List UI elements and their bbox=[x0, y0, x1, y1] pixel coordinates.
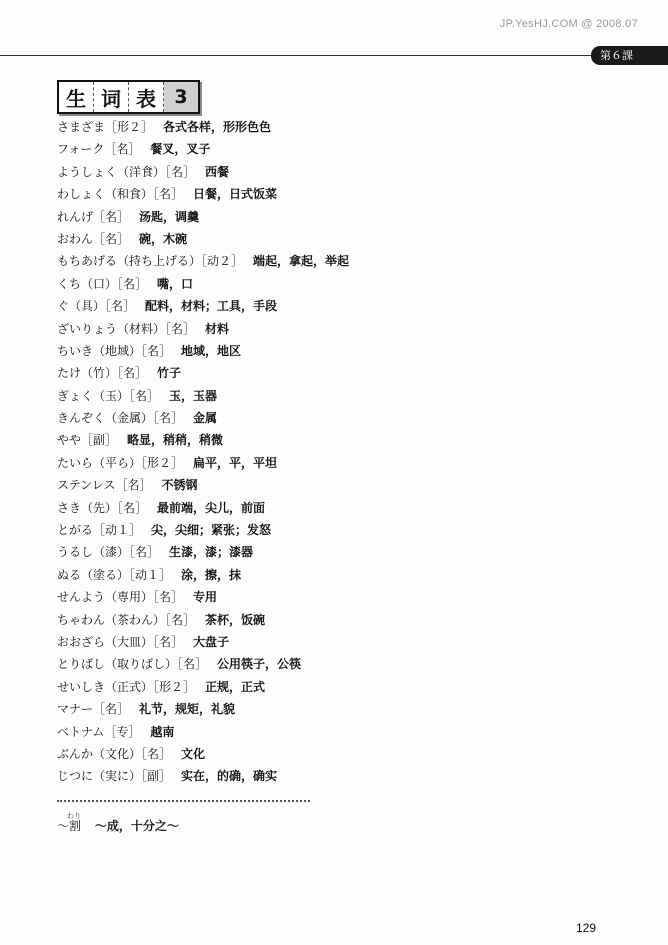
vocab-item bbox=[57, 295, 349, 317]
vocab-item bbox=[57, 452, 349, 474]
vocab-item bbox=[57, 698, 349, 720]
vocab-meaning: 配料，材料；工具，手段 bbox=[145, 299, 278, 314]
vocab-word: せいしき（正式）［形２］ bbox=[57, 679, 196, 694]
vocab-meaning: 各式各样，形形色色 bbox=[163, 120, 272, 134]
vocab-word: さまざま［形２］ bbox=[57, 120, 154, 134]
vocab-item bbox=[57, 161, 349, 183]
vocab-word: ちいき（地域）［名］ bbox=[57, 343, 172, 358]
vocab-word: れんげ［名］ bbox=[57, 209, 130, 224]
title-char: 生 bbox=[59, 82, 94, 112]
title-char: 词 bbox=[94, 82, 129, 112]
vocab-word: おわん［名］ bbox=[57, 231, 130, 246]
vocab-meaning: 文化 bbox=[181, 746, 206, 761]
vocab-word: ぶんか（文化）［名］ bbox=[57, 746, 172, 761]
vocab-meaning: 生漆，漆；漆器 bbox=[169, 545, 254, 560]
vocab-word: とりばし（取りばし）［名］ bbox=[57, 657, 208, 672]
vocab-word: わしょく（和食）［名］ bbox=[57, 187, 184, 202]
vocab-word: とがる［动１］ bbox=[57, 523, 142, 538]
vocab-item bbox=[57, 474, 349, 496]
extra-word bbox=[57, 812, 82, 834]
vocab-meaning: 越南 bbox=[150, 724, 175, 739]
vocab-item bbox=[57, 541, 349, 563]
vocab-item bbox=[57, 362, 349, 384]
vocab-word: フォーク［名］ bbox=[57, 142, 141, 157]
vocab-meaning: 涂，擦，抹 bbox=[181, 567, 242, 582]
vocab-word: うるし（漆）［名］ bbox=[57, 545, 160, 560]
extra-meaning: ～成，十分之～ bbox=[94, 819, 179, 833]
vocab-word: もちあげる（持ち上げる）［动２］ bbox=[57, 254, 244, 269]
vocab-word: おおざら（大皿）［名］ bbox=[57, 634, 184, 649]
vocab-meaning: 最前端，尖儿，前面 bbox=[157, 500, 266, 515]
vocab-item bbox=[57, 273, 349, 295]
vocab-item bbox=[57, 340, 349, 362]
vocab-item bbox=[57, 407, 349, 429]
vocab-meaning: 尖，尖细；紧张；发怒 bbox=[151, 523, 272, 538]
vocab-item bbox=[57, 609, 349, 631]
vocab-item bbox=[57, 183, 349, 205]
vocab-item bbox=[57, 385, 349, 407]
vocab-item bbox=[57, 116, 349, 138]
vocab-item bbox=[57, 250, 349, 272]
extra-vocab-entry bbox=[57, 812, 179, 834]
vocab-item bbox=[57, 676, 349, 698]
vocab-word: きんぞく（金属）［名］ bbox=[57, 411, 184, 426]
watermark-text: JP.YesHJ.COM @ 2008.07 bbox=[499, 18, 638, 30]
title-char: 表 bbox=[129, 82, 164, 112]
vocab-word: ステンレス［名］ bbox=[57, 478, 152, 493]
vocab-meaning: 扁平，平，平坦 bbox=[193, 455, 278, 470]
vocab-meaning: 日餐，日式饭菜 bbox=[193, 187, 278, 202]
vocab-meaning: 实在，的确，确实 bbox=[181, 769, 278, 784]
vocab-meaning: 玉，玉器 bbox=[169, 388, 218, 403]
vocab-item bbox=[57, 721, 349, 743]
vocab-meaning: 不锈钢 bbox=[161, 478, 198, 493]
vocab-item bbox=[57, 743, 349, 765]
vocab-item bbox=[57, 206, 349, 228]
vocab-list-title bbox=[57, 80, 200, 114]
vocab-meaning: 略显，稍稍，稍微 bbox=[127, 433, 224, 448]
vocab-word: ざいりょう（材料）［名］ bbox=[57, 321, 196, 336]
vocab-meaning: 嘴，口 bbox=[157, 276, 194, 291]
vocab-item bbox=[57, 228, 349, 250]
vocab-word: ようしょく（洋食）［名］ bbox=[57, 164, 196, 179]
vocab-word: たいら（平ら）［形２］ bbox=[57, 455, 184, 470]
vocab-item bbox=[57, 765, 349, 787]
vocab-word: じつに（実に）［副］ bbox=[57, 769, 172, 784]
vocab-item bbox=[57, 586, 349, 608]
vocab-meaning: 材料 bbox=[205, 321, 230, 336]
vocab-meaning: 大盘子 bbox=[193, 634, 230, 649]
vocab-item bbox=[57, 564, 349, 586]
vocab-meaning: 竹子 bbox=[157, 366, 182, 381]
vocab-word: さき（先）［名］ bbox=[57, 500, 148, 515]
dotted-separator bbox=[57, 800, 310, 802]
vocab-meaning: 餐叉，叉子 bbox=[150, 142, 211, 157]
vocab-item bbox=[57, 138, 349, 160]
extra-ruby: わり bbox=[67, 812, 81, 820]
vocab-meaning: 西餐 bbox=[205, 164, 230, 179]
vocab-meaning: 正规，正式 bbox=[205, 679, 266, 694]
header-rule bbox=[0, 55, 600, 56]
vocab-item bbox=[57, 653, 349, 675]
vocab-meaning: 公用筷子，公筷 bbox=[217, 657, 302, 672]
vocab-word: マナー［名］ bbox=[57, 702, 130, 717]
vocab-meaning: 端起，拿起，举起 bbox=[253, 254, 350, 269]
vocab-word: ぐ（具）［名］ bbox=[57, 299, 136, 314]
vocab-word: せんよう（専用）［名］ bbox=[57, 590, 184, 605]
vocab-word: ベトナム［专］ bbox=[57, 724, 141, 739]
vocab-list bbox=[57, 116, 349, 788]
vocab-meaning: 汤匙，调羹 bbox=[139, 209, 200, 224]
vocab-item bbox=[57, 497, 349, 519]
title-number: 3 bbox=[164, 82, 198, 112]
extra-word-text: ～割 bbox=[57, 819, 82, 833]
vocab-word: くち（口）［名］ bbox=[57, 276, 148, 291]
vocab-word: やや［副］ bbox=[57, 433, 118, 448]
vocab-word: ぬる（塗る）［动１］ bbox=[57, 567, 172, 582]
vocab-meaning: 礼节，规矩，礼貌 bbox=[139, 702, 236, 717]
vocab-word: ぎょく（玉）［名］ bbox=[57, 388, 160, 403]
lesson-tab: 第６課 bbox=[591, 46, 668, 65]
vocab-meaning: 专用 bbox=[193, 590, 218, 605]
vocab-meaning: 金属 bbox=[193, 411, 218, 426]
vocab-item bbox=[57, 429, 349, 451]
vocab-word: ちゃわん（茶わん）［名］ bbox=[57, 612, 196, 627]
vocab-item bbox=[57, 631, 349, 653]
vocab-meaning: 碗，木碗 bbox=[139, 231, 188, 246]
page-number: 129 bbox=[576, 921, 597, 935]
vocab-meaning: 茶杯，饭碗 bbox=[205, 612, 266, 627]
vocab-meaning: 地域，地区 bbox=[181, 343, 242, 358]
vocab-word: たけ（竹）［名］ bbox=[57, 366, 148, 381]
vocab-item bbox=[57, 519, 349, 541]
vocab-item bbox=[57, 318, 349, 340]
